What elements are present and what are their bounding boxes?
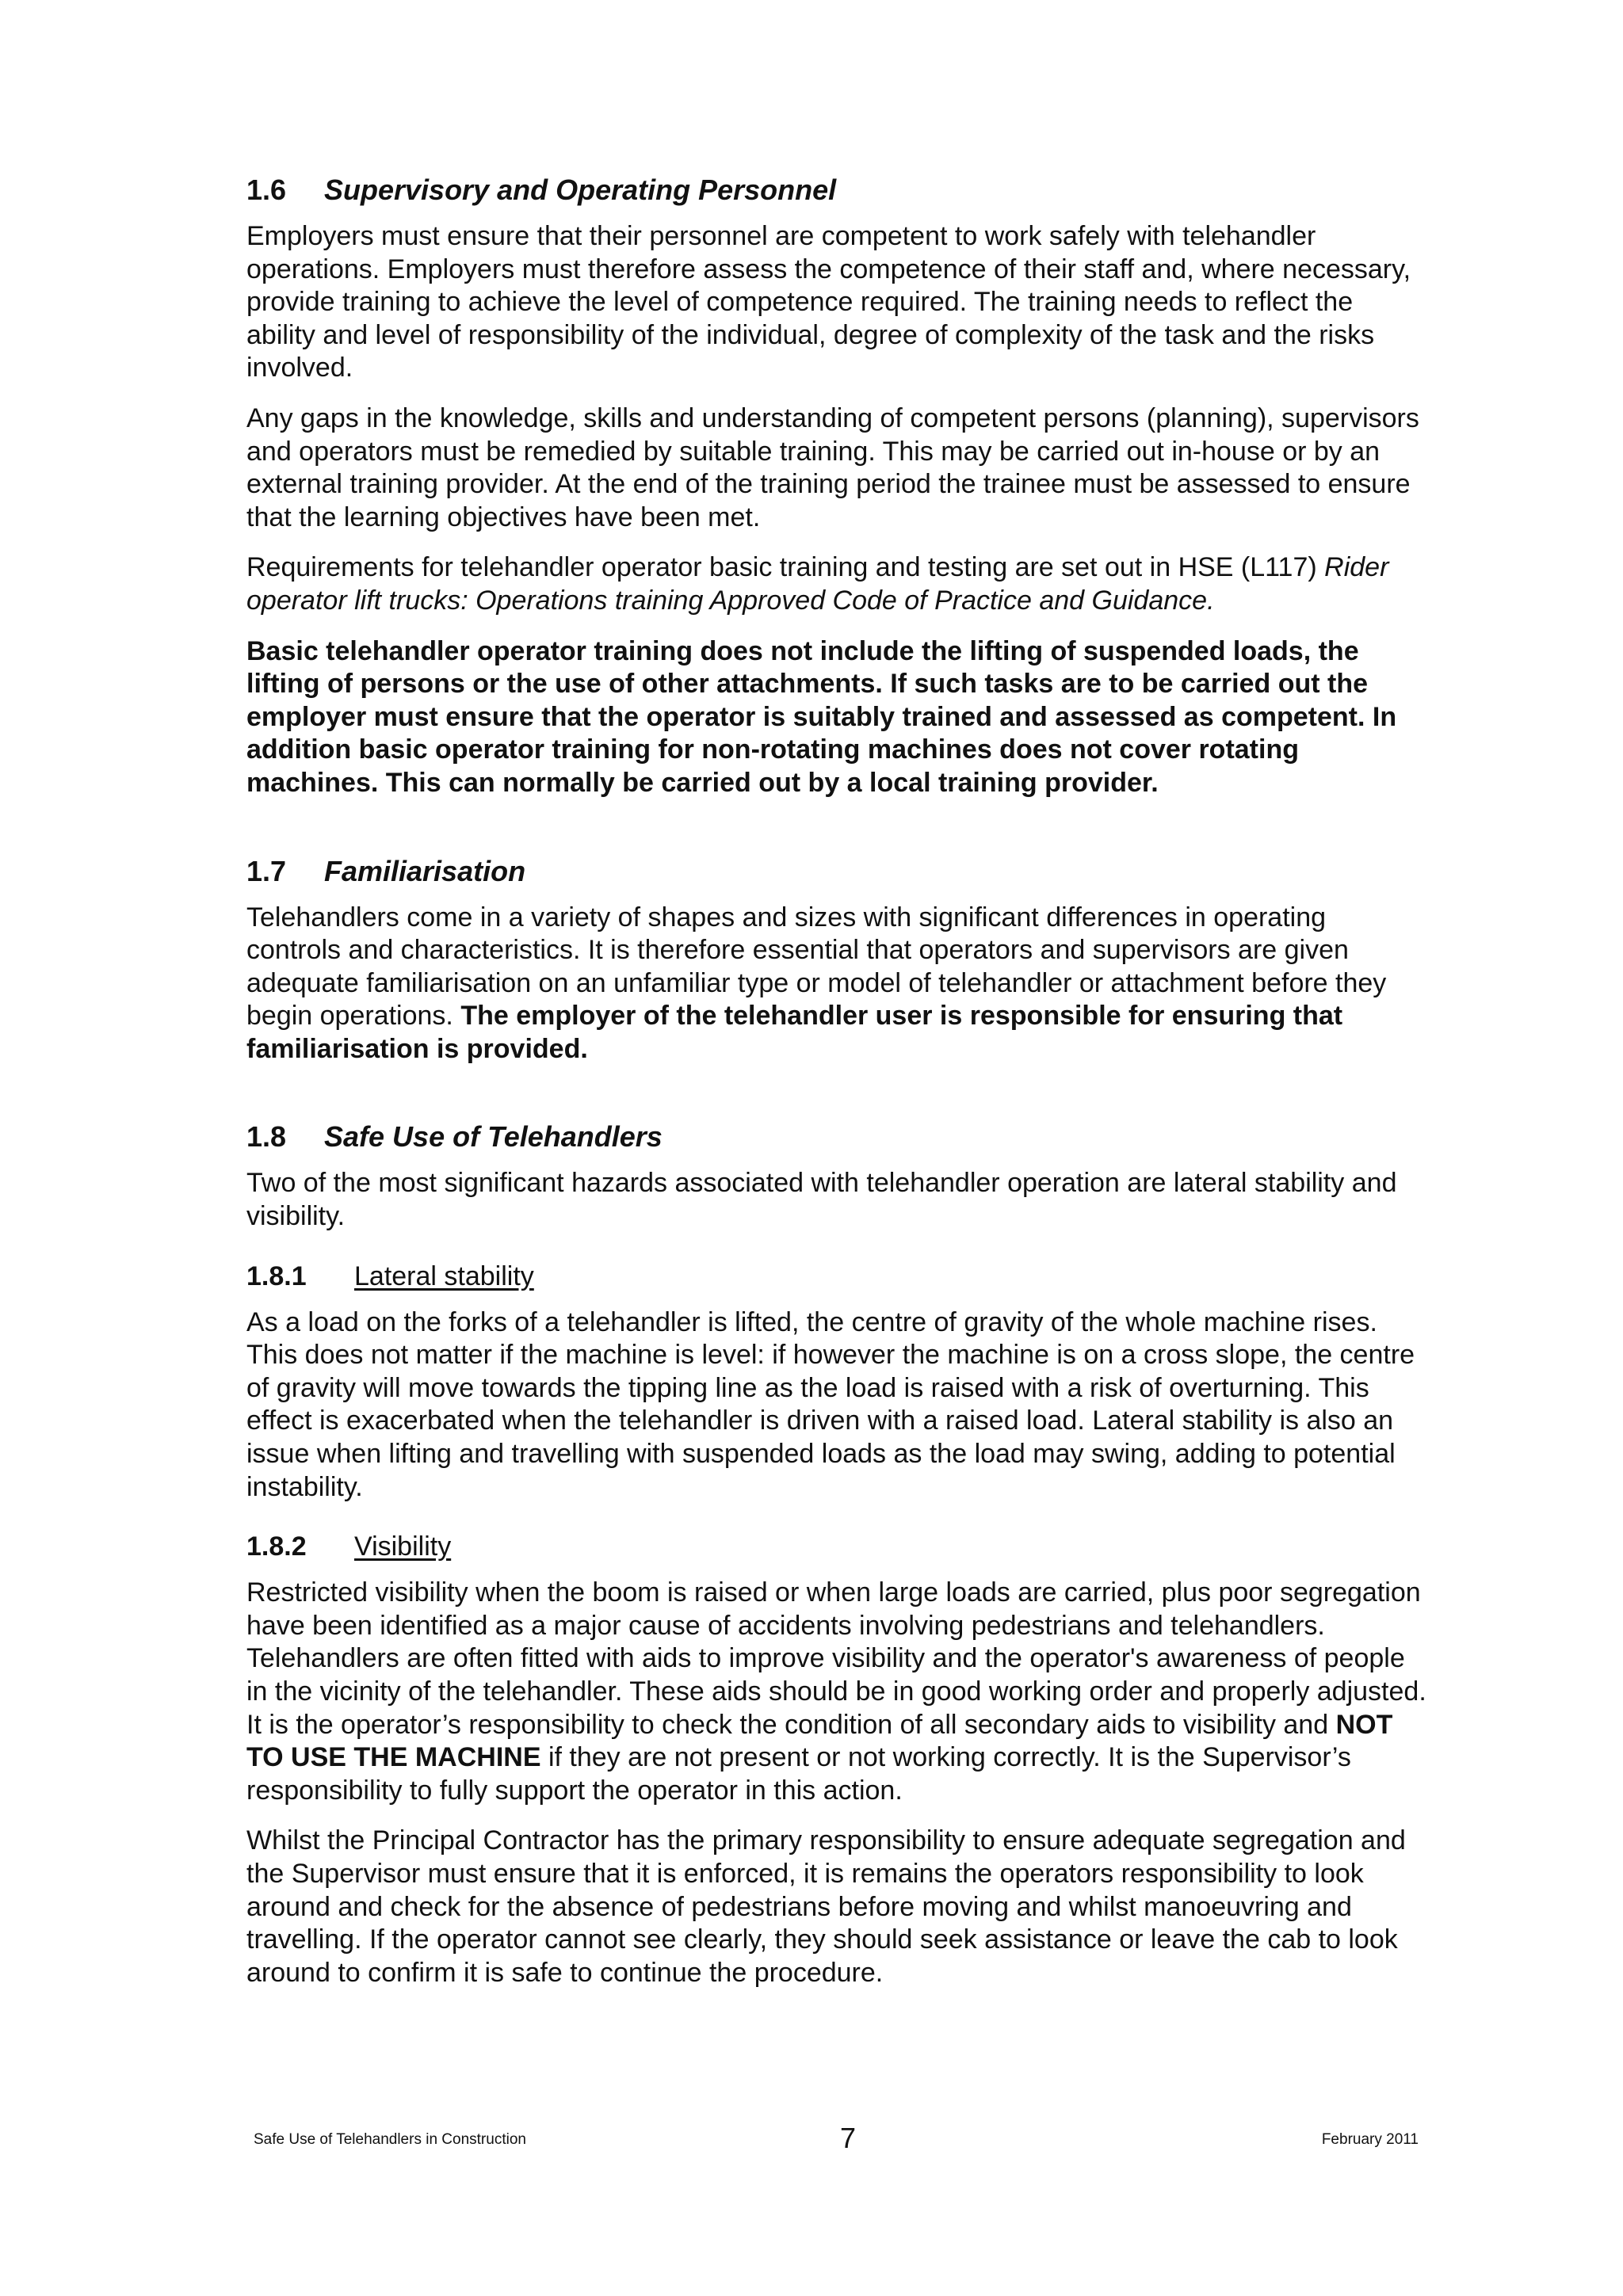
paragraph-text: Telehandlers come in a variety of shapes and sizes with significant differences in operating controls and characteristics. It is therefore essential that operators and supervisors are given adequate familiarisation on an unfamiliar type or model of telehandler or attachment before they begin operations.	[246, 902, 1387, 1032]
document-page	[246, 173, 1427, 2007]
paragraph-text: Requirements for telehandler operator basic training and testing are set out in HSE (L117)	[246, 552, 1317, 583]
section-heading-1-8	[246, 1119, 1427, 1154]
section-number: 1.8	[246, 1120, 287, 1154]
paragraph-text: Restricted visibility when the boom is raised or when large loads are carried, plus poor segregation have been identified as a major cause of accidents involving pedestrians and telehandlers. Telehandlers are often fitted with aids to improve visibility and the operator's awareness of people in the vicinity of the telehandler. These aids should be in good working order and properly adjusted. It is the operator’s responsibility to check the condition of all secondary aids to visibility and	[246, 1577, 1426, 1740]
subsection-title: Lateral stability	[354, 1261, 534, 1291]
section-heading-1-6	[246, 173, 1427, 208]
section-heading-1-7	[246, 854, 1427, 889]
bold-paragraph: Basic telehandler operator training does not include the lifting of suspended loads, the lifting of persons or the use of other attachments. If such tasks are to be carried out the employer must ensure that the operator is suitably trained and assessed as competent. In addition basic operator training for non-rotating machines does not cover rotating machines. This can normally be carried out by a local training provider.	[246, 635, 1397, 798]
page-footer	[254, 2122, 1419, 2153]
section-number: 1.6	[246, 174, 287, 206]
paragraph: Any gaps in the knowledge, skills and understanding of competent persons (planning), supervisors and operators must be remedied by suitable training. This may be carried out in-house or by an external training provider. At the end of the training period the trainee must be assessed to ensure that the learning objectives have been met.	[246, 402, 1419, 532]
page-number: 7	[839, 2122, 857, 2154]
paragraph: As a load on the forks of a telehandler is lifted, the centre of gravity of the whole machine rises. This does not matter if the machine is level: if however the machine is on a cross slope, the centre of gravity will move towards the tipping line as the load is raised with a risk of overturning. This effect is exacerbated when the telehandler is driven with a raised load. Lateral stability is also an issue when lifting and travelling with suspended loads as the load may swing, adding to potential instability.	[246, 1306, 1415, 1502]
subsection-number: 1.8.2	[246, 1531, 307, 1562]
subsection-title: Visibility	[354, 1531, 452, 1562]
paragraph	[246, 551, 1427, 617]
paragraph: Employers must ensure that their personnel are competent to work safely with telehandler operations. Employers must therefore assess the competence of their staff and, where necessary, provide training to achieve the level of competence required. The training needs to reflect the ability and level of responsibility of the individual, degree of complexity of the task and the risks involved.	[246, 221, 1411, 383]
paragraph	[246, 1577, 1427, 1807]
section-title: Supervisory and Operating Personnel	[324, 174, 837, 206]
bold-warning-text: NOT TO USE THE MACHINE	[246, 1709, 1393, 1773]
subsection-number: 1.8.1	[246, 1261, 307, 1291]
bold-text: The employer of the telehandler user is responsible for ensuring that familiarisation is provided.	[246, 1001, 1343, 1064]
publication-title: Rider operator lift trucks: Operations training Approved Code of Practice and Guidance.	[246, 552, 1389, 616]
section-title: Familiarisation	[324, 854, 526, 887]
paragraph	[246, 902, 1427, 1066]
section-number: 1.7	[246, 854, 287, 887]
paragraph-text: if they are not present or not working correctly. It is the Supervisor’s responsibility to fully support the operator in this action.	[246, 1742, 1351, 1806]
footer-document-title: Safe Use of Telehandlers in Construction	[254, 2131, 526, 2148]
subsection-heading-1-8-1	[246, 1259, 1427, 1294]
subsection-heading-1-8-2	[246, 1529, 1427, 1564]
paragraph: Two of the most significant hazards associated with telehandler operation are lateral stability and visibility.	[246, 1168, 1397, 1232]
paragraph: Whilst the Principal Contractor has the primary responsibility to ensure adequate segregation and the Supervisor must ensure that it is enforced, it is remains the operators responsibility to look around and check for the absence of pedestrians before moving and whilst manoeuvring and travelling. If the operator cannot see clearly, they should seek assistance or leave the cab to look around to confirm it is safe to continue the procedure.	[246, 1825, 1406, 1988]
footer-date: February 2011	[1321, 2131, 1419, 2148]
section-title: Safe Use of Telehandlers	[324, 1120, 663, 1154]
